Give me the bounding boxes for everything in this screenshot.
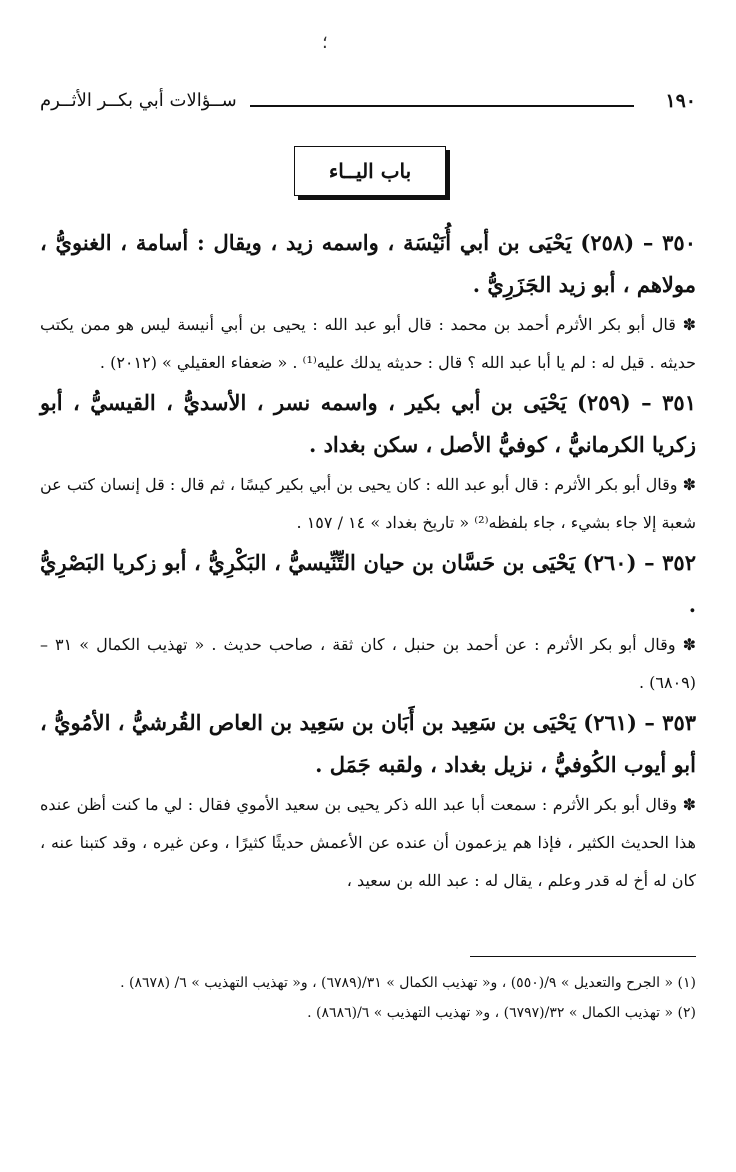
entry-heading: ٣٥٣ – (٢٦١) يَحْيَى بن سَعِيد بن أَبَان بن سَعِيد بن العاص القُرشيُّ ، الأمُويُّ ، أبو أيوب الكُوفيُّ ، نزيل بغداد ، ولقبه جَمَل . <box>40 710 697 777</box>
footnote: (١) « الجرح والتعديل » ٩/(٥٥٠) ، و« تهذيب الكمال » ٣١/(٦٧٨٩) ، و« تهذيب التهذيب » ٦/ (٨٦٧٨) . <box>120 975 696 991</box>
page-header <box>40 90 696 120</box>
book-page <box>40 0 696 1172</box>
top-mark: ؛ <box>322 32 328 53</box>
entry-heading: ٣٥٢ – (٢٦٠) يَحْيَى بن حَسَّان بن حيان التِّنِّيسيُّ ، البَكْرِيُّ ، أبو زكريا البَصْرِيُّ . <box>40 550 696 617</box>
entry-text: ✽ وقال أبو بكر الأثرم : قال أبو عبد الله : كان يحيى بن أبي بكير كيسًا ، ثم قال : قل إنسان كتب عن شعبة إلا جاء بشيء ، جاء بلفظه⁽²⁾ « تاريخ بغداد » ١٤ / ١٥٧ . <box>40 475 696 532</box>
footnote: (٢) « تهذيب الكمال » ٣٢/(٦٧٩٧) ، و« تهذيب التهذيب » ٦/(٨٦٨٦) . <box>307 1005 696 1021</box>
entry-heading: ٣٥١ – (٢٥٩) يَحْيَى بن أبي بكير ، واسمه نسر ، الأسديُّ ، القيسيُّ ، أبو زكريا الكرمانيُّ ، كوفيُّ الأصل ، سكن بغداد . <box>40 390 696 457</box>
chapter-title: باب اليــاء <box>328 159 412 183</box>
header-rule <box>250 105 634 107</box>
page-number: ١٩٠ <box>665 90 696 112</box>
chapter-title-box <box>294 146 446 196</box>
entry-text: ✽ وقال أبو بكر الأثرم : عن أحمد بن حنبل ، كان ثقة ، صاحب حديث . « تهذيب الكمال » ٣١ – (٦٨٠٩) . <box>40 635 696 692</box>
footnote-separator <box>470 956 696 957</box>
entry-text: ✽ وقال أبو بكر الأثرم : سمعت أبا عبد الله ذكر يحيى بن سعيد الأموي فقال : لي ما كنت أظن عنده هذا الحديث الكثير ، فإذا هم يزعمون أن عنده عن الأعمش حديثًا كثيرًا ، وعن غيره ، وقد كتبنا عنه ، كان له أخ له قدر وعلم ، يقال له : عبد الله بن سعيد ، <box>40 795 697 890</box>
entry-heading: ٣٥٠ – (٢٥٨) يَحْيَى بن أبي أُنَيْسَة ، واسمه زيد ، ويقال : أسامة ، الغنويُّ ، مولاهم ، أبو زيد الجَزَرِيُّ . <box>40 230 696 297</box>
running-title: ســؤالات أبي بكــر الأثــرم <box>40 90 237 111</box>
entry-text: ✽ قال أبو بكر الأثرم أحمد بن محمد : قال أبو عبد الله : يحيى بن أبي أنيسة ليس هو ممن يكتب حديثه . قيل له : لم يا أبا عبد الله ؟ قال : حديثه يدلك عليه⁽¹⁾ . « ضعفاء العقيلي » (٢٠١٢) . <box>40 315 696 372</box>
page-body <box>40 222 696 900</box>
footnotes <box>40 968 696 1028</box>
